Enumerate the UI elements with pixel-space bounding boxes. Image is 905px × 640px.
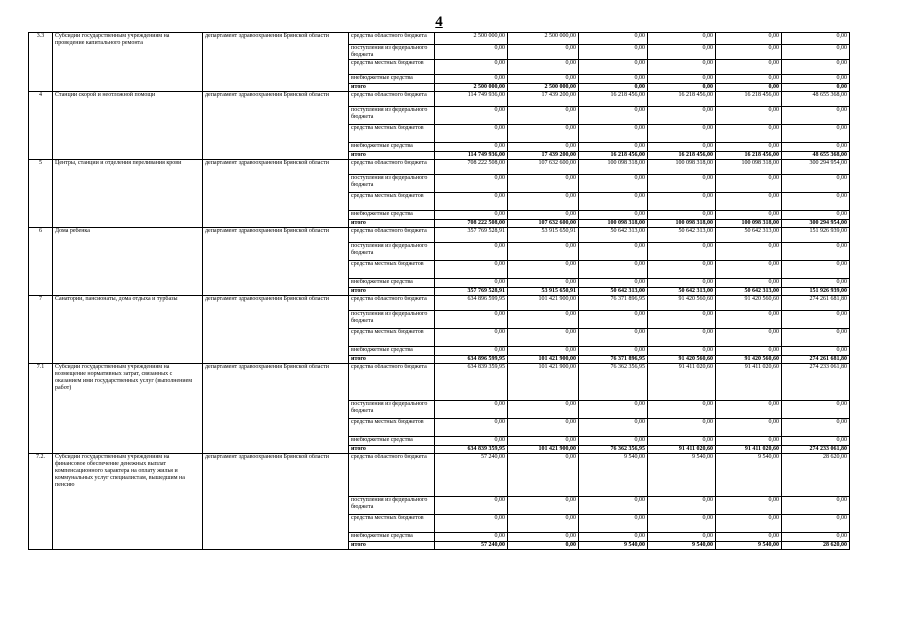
amount-cell: 0,00 — [716, 175, 782, 193]
amount-cell: 53 915 650,91 — [508, 228, 579, 243]
amount-cell: 0,00 — [579, 211, 648, 220]
amount-cell: 76 371 896,95 — [579, 296, 648, 311]
amount-cell: 0,00 — [508, 454, 579, 497]
amount-cell: 0,00 — [782, 329, 850, 347]
amount-cell: 0,00 — [508, 125, 579, 143]
amount-cell: 0,00 — [579, 279, 648, 288]
amount-cell: 151 926 939,00 — [782, 228, 850, 243]
amount-cell: 0,00 — [508, 515, 579, 533]
amount-cell: 0,00 — [435, 329, 508, 347]
funding-source: средства областного бюджета — [349, 92, 435, 107]
amount-cell: 357 769 528,91 — [435, 228, 508, 243]
responsible-department: департамент здравоохранения Брянской области — [203, 33, 349, 92]
amount-cell: 0,00 — [648, 107, 716, 125]
amount-cell: 57 240,00 — [435, 542, 508, 550]
amount-cell: 0,00 — [716, 419, 782, 437]
amount-cell: 0,00 — [435, 401, 508, 419]
amount-cell: 91 411 020,60 — [648, 446, 716, 454]
row-number: 4 — [29, 92, 53, 160]
funding-source: поступления из федерального бюджета — [349, 107, 435, 125]
responsible-department: департамент здравоохранения Брянской области — [203, 160, 349, 228]
amount-cell: 0,00 — [579, 45, 648, 60]
funding-source: поступления из федерального бюджета — [349, 311, 435, 329]
amount-cell: 101 421 900,00 — [508, 356, 579, 364]
amount-cell: 0,00 — [716, 279, 782, 288]
amount-cell: 16 218 456,00 — [648, 152, 716, 160]
amount-cell: 0,00 — [716, 243, 782, 261]
amount-cell: 0,00 — [508, 311, 579, 329]
amount-cell: 0,00 — [782, 437, 850, 446]
amount-cell: 76 362 356,95 — [579, 364, 648, 401]
amount-cell: 0,00 — [716, 125, 782, 143]
amount-cell: 0,00 — [648, 497, 716, 515]
funding-source: средства местных бюджетов — [349, 60, 435, 75]
amount-cell: 0,00 — [508, 175, 579, 193]
amount-cell: 0,00 — [435, 347, 508, 356]
funding-source: итого — [349, 542, 435, 550]
amount-cell: 76 371 896,95 — [579, 356, 648, 364]
amount-cell: 28 620,00 — [782, 454, 850, 497]
amount-cell: 48 655 368,00 — [782, 92, 850, 107]
amount-cell: 0,00 — [508, 261, 579, 279]
amount-cell: 16 218 456,00 — [716, 152, 782, 160]
amount-cell: 0,00 — [716, 33, 782, 45]
amount-cell: 0,00 — [648, 60, 716, 75]
amount-cell: 0,00 — [648, 419, 716, 437]
amount-cell: 634 839 359,95 — [435, 446, 508, 454]
amount-cell: 0,00 — [435, 311, 508, 329]
amount-cell: 50 642 313,00 — [579, 228, 648, 243]
amount-cell: 0,00 — [782, 193, 850, 211]
funding-source: итого — [349, 356, 435, 364]
amount-cell: 0,00 — [782, 107, 850, 125]
amount-cell: 0,00 — [716, 193, 782, 211]
table-row — [29, 364, 850, 401]
amount-cell: 50 642 313,00 — [648, 288, 716, 296]
amount-cell: 0,00 — [648, 75, 716, 84]
amount-cell: 114 749 936,00 — [435, 152, 508, 160]
amount-cell: 0,00 — [782, 175, 850, 193]
funding-source: внебюджетные средства — [349, 75, 435, 84]
amount-cell: 708 222 508,00 — [435, 160, 508, 175]
amount-cell: 300 294 954,00 — [782, 220, 850, 228]
amount-cell: 9 540,00 — [648, 454, 716, 497]
amount-cell: 16 218 456,00 — [579, 152, 648, 160]
amount-cell: 0,00 — [508, 75, 579, 84]
table-row — [29, 296, 850, 311]
amount-cell: 0,00 — [579, 515, 648, 533]
amount-cell: 0,00 — [579, 193, 648, 211]
amount-cell: 0,00 — [579, 125, 648, 143]
amount-cell: 91 411 020,60 — [716, 364, 782, 401]
amount-cell: 91 420 560,60 — [716, 356, 782, 364]
funding-source: поступления из федерального бюджета — [349, 45, 435, 60]
amount-cell: 0,00 — [648, 515, 716, 533]
amount-cell: 0,00 — [716, 143, 782, 152]
amount-cell: 91 411 020,60 — [716, 446, 782, 454]
amount-cell: 0,00 — [716, 533, 782, 542]
amount-cell: 0,00 — [579, 60, 648, 75]
table-row — [29, 228, 850, 243]
amount-cell: 0,00 — [782, 515, 850, 533]
amount-cell: 0,00 — [648, 329, 716, 347]
funding-source: итого — [349, 288, 435, 296]
amount-cell: 0,00 — [648, 84, 716, 92]
amount-cell: 50 642 313,00 — [716, 288, 782, 296]
amount-cell: 0,00 — [648, 125, 716, 143]
table-row — [29, 160, 850, 175]
amount-cell: 2 500 000,00 — [435, 33, 508, 45]
amount-cell: 0,00 — [648, 279, 716, 288]
amount-cell: 0,00 — [579, 75, 648, 84]
amount-cell: 0,00 — [579, 437, 648, 446]
amount-cell: 2 500 000,00 — [508, 33, 579, 45]
amount-cell: 0,00 — [782, 497, 850, 515]
amount-cell: 634 896 599,95 — [435, 296, 508, 311]
amount-cell: 17 439 200,00 — [508, 152, 579, 160]
funding-source: поступления из федерального бюджета — [349, 243, 435, 261]
amount-cell: 0,00 — [435, 533, 508, 542]
amount-cell: 0,00 — [648, 243, 716, 261]
amount-cell: 0,00 — [435, 211, 508, 220]
activity-name: Центры, станции и отделения переливания крови — [53, 160, 203, 228]
row-number: 7.1 — [29, 364, 53, 454]
activity-name: Субсидии государственным учреждениям на финансовое обеспечение денежных выплат компенсационного характера на оплату жилья и коммунальных услуг специалистам, вышедшим на пенсию — [53, 454, 203, 550]
amount-cell: 0,00 — [782, 60, 850, 75]
amount-cell: 0,00 — [782, 84, 850, 92]
amount-cell: 0,00 — [579, 107, 648, 125]
amount-cell: 100 098 318,00 — [579, 220, 648, 228]
amount-cell: 0,00 — [579, 497, 648, 515]
amount-cell: 0,00 — [716, 311, 782, 329]
funding-source: внебюджетные средства — [349, 211, 435, 220]
amount-cell: 0,00 — [508, 419, 579, 437]
amount-cell: 0,00 — [435, 143, 508, 152]
amount-cell: 0,00 — [435, 125, 508, 143]
amount-cell: 708 222 508,00 — [435, 220, 508, 228]
amount-cell: 0,00 — [435, 193, 508, 211]
funding-source: поступления из федерального бюджета — [349, 401, 435, 419]
amount-cell: 357 769 528,91 — [435, 288, 508, 296]
amount-cell: 100 098 318,00 — [716, 220, 782, 228]
table-row — [29, 454, 850, 497]
amount-cell: 9 540,00 — [579, 542, 648, 550]
amount-cell: 0,00 — [508, 107, 579, 125]
amount-cell: 0,00 — [782, 419, 850, 437]
amount-cell: 50 642 313,00 — [716, 228, 782, 243]
amount-cell: 0,00 — [435, 107, 508, 125]
amount-cell: 0,00 — [435, 419, 508, 437]
amount-cell: 0,00 — [782, 125, 850, 143]
row-number: 7.2. — [29, 454, 53, 550]
amount-cell: 0,00 — [716, 211, 782, 220]
amount-cell: 16 218 456,00 — [716, 92, 782, 107]
amount-cell: 101 421 900,00 — [508, 364, 579, 401]
funding-source: внебюджетные средства — [349, 533, 435, 542]
amount-cell: 0,00 — [508, 329, 579, 347]
amount-cell: 28 620,00 — [782, 542, 850, 550]
page-number: 4 — [435, 14, 443, 30]
amount-cell: 0,00 — [782, 347, 850, 356]
responsible-department: департамент здравоохранения Брянской области — [203, 454, 349, 550]
activity-name: Субсидии государственным учреждениям на проведение капитального ремонта — [53, 33, 203, 92]
amount-cell: 0,00 — [435, 261, 508, 279]
amount-cell: 0,00 — [716, 261, 782, 279]
funding-source: средства местных бюджетов — [349, 261, 435, 279]
amount-cell: 0,00 — [716, 60, 782, 75]
amount-cell: 0,00 — [648, 347, 716, 356]
funding-source: средства местных бюджетов — [349, 125, 435, 143]
amount-cell: 17 439 200,00 — [508, 92, 579, 107]
amount-cell: 0,00 — [579, 84, 648, 92]
funding-source: внебюджетные средства — [349, 279, 435, 288]
amount-cell: 151 926 939,00 — [782, 288, 850, 296]
amount-cell: 0,00 — [648, 261, 716, 279]
amount-cell: 0,00 — [648, 33, 716, 45]
amount-cell: 274 261 681,80 — [782, 356, 850, 364]
amount-cell: 48 655 368,00 — [782, 152, 850, 160]
amount-cell: 0,00 — [782, 75, 850, 84]
amount-cell: 0,00 — [579, 329, 648, 347]
amount-cell: 0,00 — [508, 401, 579, 419]
amount-cell: 0,00 — [435, 279, 508, 288]
responsible-department: департамент здравоохранения Брянской области — [203, 364, 349, 454]
amount-cell: 0,00 — [782, 211, 850, 220]
amount-cell: 114 749 936,00 — [435, 92, 508, 107]
amount-cell: 2 500 000,00 — [508, 84, 579, 92]
amount-cell: 0,00 — [648, 143, 716, 152]
amount-cell: 0,00 — [716, 45, 782, 60]
amount-cell: 0,00 — [579, 143, 648, 152]
amount-cell: 0,00 — [716, 347, 782, 356]
activity-name: Санатории, пансионаты, дома отдыха и турбазы — [53, 296, 203, 364]
amount-cell: 0,00 — [435, 60, 508, 75]
row-number: 5 — [29, 160, 53, 228]
amount-cell: 0,00 — [435, 75, 508, 84]
funding-source: средства местных бюджетов — [349, 515, 435, 533]
amount-cell: 300 294 954,00 — [782, 160, 850, 175]
amount-cell: 274 261 681,80 — [782, 296, 850, 311]
funding-source: внебюджетные средства — [349, 143, 435, 152]
table-body — [29, 33, 850, 550]
responsible-department: департамент здравоохранения Брянской области — [203, 228, 349, 296]
amount-cell: 0,00 — [508, 243, 579, 261]
amount-cell: 0,00 — [782, 311, 850, 329]
amount-cell: 107 632 600,00 — [508, 160, 579, 175]
amount-cell: 0,00 — [579, 419, 648, 437]
funding-source: средства местных бюджетов — [349, 193, 435, 211]
amount-cell: 16 218 456,00 — [648, 92, 716, 107]
amount-cell: 0,00 — [435, 45, 508, 60]
amount-cell: 0,00 — [435, 515, 508, 533]
amount-cell: 91 420 560,60 — [648, 296, 716, 311]
amount-cell: 0,00 — [508, 497, 579, 515]
funding-source: средства областного бюджета — [349, 33, 435, 45]
amount-cell: 0,00 — [579, 243, 648, 261]
funding-source: внебюджетные средства — [349, 347, 435, 356]
funding-source: средства местных бюджетов — [349, 329, 435, 347]
funding-source: средства местных бюджетов — [349, 419, 435, 437]
amount-cell: 0,00 — [508, 45, 579, 60]
amount-cell: 0,00 — [648, 437, 716, 446]
amount-cell: 53 915 650,91 — [508, 288, 579, 296]
amount-cell: 0,00 — [782, 45, 850, 60]
row-number: 6 — [29, 228, 53, 296]
amount-cell: 0,00 — [782, 401, 850, 419]
amount-cell: 101 421 900,00 — [508, 446, 579, 454]
amount-cell: 0,00 — [648, 175, 716, 193]
amount-cell: 0,00 — [579, 311, 648, 329]
amount-cell: 0,00 — [508, 347, 579, 356]
amount-cell: 0,00 — [716, 75, 782, 84]
table-row — [29, 92, 850, 107]
funding-source: средства областного бюджета — [349, 228, 435, 243]
amount-cell: 76 362 356,95 — [579, 446, 648, 454]
amount-cell: 91 420 560,60 — [716, 296, 782, 311]
amount-cell: 0,00 — [716, 437, 782, 446]
amount-cell: 0,00 — [782, 261, 850, 279]
amount-cell: 0,00 — [435, 437, 508, 446]
amount-cell: 0,00 — [579, 347, 648, 356]
responsible-department: департамент здравоохранения Брянской области — [203, 296, 349, 364]
amount-cell: 0,00 — [716, 401, 782, 419]
amount-cell: 0,00 — [579, 175, 648, 193]
amount-cell: 0,00 — [508, 143, 579, 152]
amount-cell: 0,00 — [716, 329, 782, 347]
amount-cell: 0,00 — [508, 60, 579, 75]
row-number: 3.3 — [29, 33, 53, 92]
amount-cell: 9 540,00 — [716, 454, 782, 497]
funding-source: внебюджетные средства — [349, 437, 435, 446]
amount-cell: 100 098 318,00 — [716, 160, 782, 175]
amount-cell: 0,00 — [508, 279, 579, 288]
amount-cell: 9 540,00 — [716, 542, 782, 550]
amount-cell: 0,00 — [508, 193, 579, 211]
funding-source: поступления из федерального бюджета — [349, 497, 435, 515]
amount-cell: 0,00 — [716, 107, 782, 125]
amount-cell: 0,00 — [648, 311, 716, 329]
amount-cell: 634 839 359,95 — [435, 364, 508, 401]
amount-cell: 0,00 — [782, 33, 850, 45]
amount-cell: 0,00 — [508, 542, 579, 550]
amount-cell: 0,00 — [782, 243, 850, 261]
amount-cell: 0,00 — [508, 437, 579, 446]
amount-cell: 100 098 318,00 — [579, 160, 648, 175]
activity-name: Дома ребенка — [53, 228, 203, 296]
amount-cell: 0,00 — [579, 261, 648, 279]
amount-cell: 0,00 — [579, 533, 648, 542]
funding-source: средства областного бюджета — [349, 364, 435, 401]
amount-cell: 2 500 000,00 — [435, 84, 508, 92]
activity-name: Субсидии государственным учреждениям на возмещение нормативных затрат, связанных с оказанием ими государственных услуг (выполнением работ) — [53, 364, 203, 454]
row-number: 7 — [29, 296, 53, 364]
funding-source: средства областного бюджета — [349, 160, 435, 175]
amount-cell: 50 642 313,00 — [648, 228, 716, 243]
amount-cell: 0,00 — [716, 515, 782, 533]
amount-cell: 0,00 — [579, 33, 648, 45]
amount-cell: 57 240,00 — [435, 454, 508, 497]
amount-cell: 0,00 — [435, 243, 508, 261]
funding-source: итого — [349, 220, 435, 228]
amount-cell: 50 642 313,00 — [579, 288, 648, 296]
amount-cell: 274 233 061,80 — [782, 446, 850, 454]
budget-table — [28, 32, 850, 550]
amount-cell: 0,00 — [782, 533, 850, 542]
amount-cell: 0,00 — [716, 84, 782, 92]
amount-cell: 0,00 — [782, 143, 850, 152]
amount-cell: 91 420 560,60 — [648, 356, 716, 364]
amount-cell: 9 540,00 — [648, 542, 716, 550]
activity-name: Станции скорой и неотложной помощи — [53, 92, 203, 160]
amount-cell: 0,00 — [579, 401, 648, 419]
amount-cell: 0,00 — [648, 533, 716, 542]
amount-cell: 107 632 600,00 — [508, 220, 579, 228]
amount-cell: 0,00 — [508, 211, 579, 220]
funding-source: поступления из федерального бюджета — [349, 175, 435, 193]
amount-cell: 0,00 — [648, 401, 716, 419]
amount-cell: 634 896 599,95 — [435, 356, 508, 364]
amount-cell: 16 218 456,00 — [579, 92, 648, 107]
table-row — [29, 33, 850, 45]
amount-cell: 0,00 — [648, 45, 716, 60]
funding-source: итого — [349, 84, 435, 92]
amount-cell: 0,00 — [435, 497, 508, 515]
amount-cell: 274 233 061,80 — [782, 364, 850, 401]
amount-cell: 0,00 — [648, 211, 716, 220]
amount-cell: 0,00 — [782, 279, 850, 288]
responsible-department: департамент здравоохранения Брянской области — [203, 92, 349, 160]
amount-cell: 91 411 020,60 — [648, 364, 716, 401]
amount-cell: 100 098 318,00 — [648, 160, 716, 175]
funding-source: итого — [349, 446, 435, 454]
amount-cell: 0,00 — [508, 533, 579, 542]
amount-cell: 0,00 — [716, 497, 782, 515]
amount-cell: 0,00 — [435, 175, 508, 193]
amount-cell: 100 098 318,00 — [648, 220, 716, 228]
funding-source: итого — [349, 152, 435, 160]
amount-cell: 9 540,00 — [579, 454, 648, 497]
funding-source: средства областного бюджета — [349, 296, 435, 311]
amount-cell: 0,00 — [648, 193, 716, 211]
funding-source: средства областного бюджета — [349, 454, 435, 497]
amount-cell: 101 421 900,00 — [508, 296, 579, 311]
